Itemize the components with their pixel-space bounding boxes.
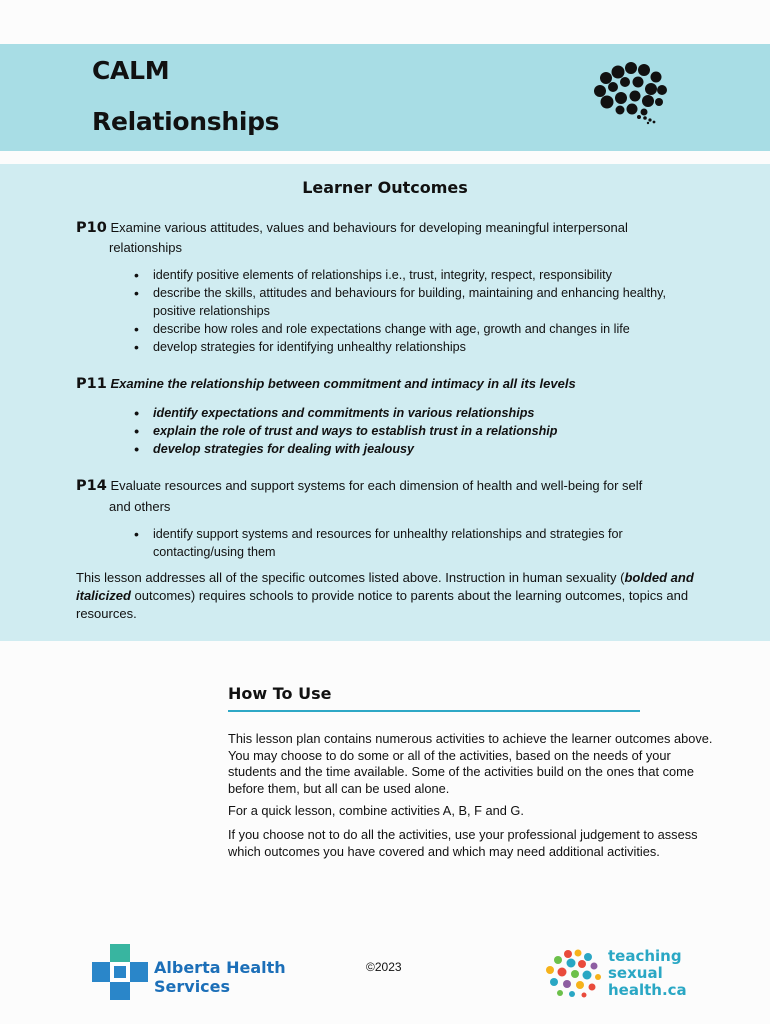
tsh-line: sexual — [608, 964, 663, 982]
copyright: ©2023 — [366, 960, 402, 974]
p10-bullet-list — [131, 266, 691, 356]
tsh-line: health.ca — [608, 981, 687, 999]
outcome-text-cont: and others — [109, 499, 171, 514]
list-item: • explain the role of trust and ways to establish trust in a relationship — [131, 422, 691, 440]
outcome-p11 — [76, 374, 576, 394]
course-title: CALM — [92, 56, 170, 85]
outcome-text: Examine the relationship between commitment and intimacy in all its levels — [110, 376, 576, 391]
how-to-use-paragraph: If you choose not to do all the activities, use your professional judgement to assess which outcomes you have covered and which may need additional activities. — [228, 827, 698, 859]
how-to-use-paragraph: For a quick lesson, combine activities A, B, F and G. — [228, 803, 524, 818]
speech-bubble-dots-icon — [590, 60, 672, 126]
teaching-sexual-health-logo — [542, 948, 604, 1000]
ahs-line: Alberta Health — [154, 958, 286, 977]
learner-outcomes-title: Learner Outcomes — [302, 178, 468, 197]
outcomes-note — [76, 569, 696, 623]
outcome-p14 — [76, 476, 642, 496]
list-item: • develop strategies for dealing with jealousy — [131, 440, 691, 458]
note-emphasis: bolded and italicized — [76, 570, 694, 603]
lesson-title: Relationships — [92, 107, 280, 136]
heading-divider — [228, 710, 640, 712]
list-item: • identify positive elements of relationships i.e., trust, integrity, respect, responsibility — [131, 266, 691, 284]
outcome-code: P10 — [76, 220, 107, 236]
outcome-text-cont: relationships — [109, 240, 182, 255]
list-item: • identify expectations and commitments in various relationships — [131, 404, 691, 422]
outcome-code: P14 — [76, 478, 107, 494]
outcome-p10 — [76, 218, 628, 238]
outcome-text: Examine various attitudes, values and behaviours for developing meaningful interpersonal — [110, 220, 628, 235]
p11-bullet-list — [131, 404, 691, 458]
list-item: • identify support systems and resources for unhealthy relationships and strategies for contacting/using them — [131, 525, 691, 561]
list-item: • develop strategies for identifying unhealthy relationships — [131, 338, 691, 356]
outcome-code: P11 — [76, 376, 107, 392]
list-item: • describe the skills, attitudes and behaviours for building, maintaining and enhancing healthy, positive relationships — [131, 284, 691, 320]
learner-outcomes-section — [0, 164, 770, 641]
alberta-health-services-wordmark — [154, 958, 286, 996]
outcome-text: Evaluate resources and support systems for each dimension of health and well-being for self — [110, 478, 643, 493]
ahs-line: Services — [154, 977, 231, 996]
how-to-use-title: How To Use — [228, 684, 332, 703]
note-text: outcomes) requires schools to provide notice to parents about the learning outcomes, topics and resources. — [76, 588, 689, 621]
p14-bullet-list — [131, 525, 691, 561]
note-text: This lesson addresses all of the specific outcomes listed above. Instruction in human sexuality ( — [76, 570, 625, 585]
how-to-use-paragraph: This lesson plan contains numerous activities to achieve the learner outcomes above. You may choose to do some or all of the activities, based on the needs of your students and the time available. Some of the activities build on the ones that come before them, but all can be used alone. — [228, 731, 713, 796]
tsh-line: teaching — [608, 947, 682, 965]
alberta-health-services-logo — [92, 944, 148, 1000]
teaching-sexual-health-wordmark — [608, 948, 687, 999]
list-item: • describe how roles and role expectations change with age, growth and changes in life — [131, 320, 691, 338]
